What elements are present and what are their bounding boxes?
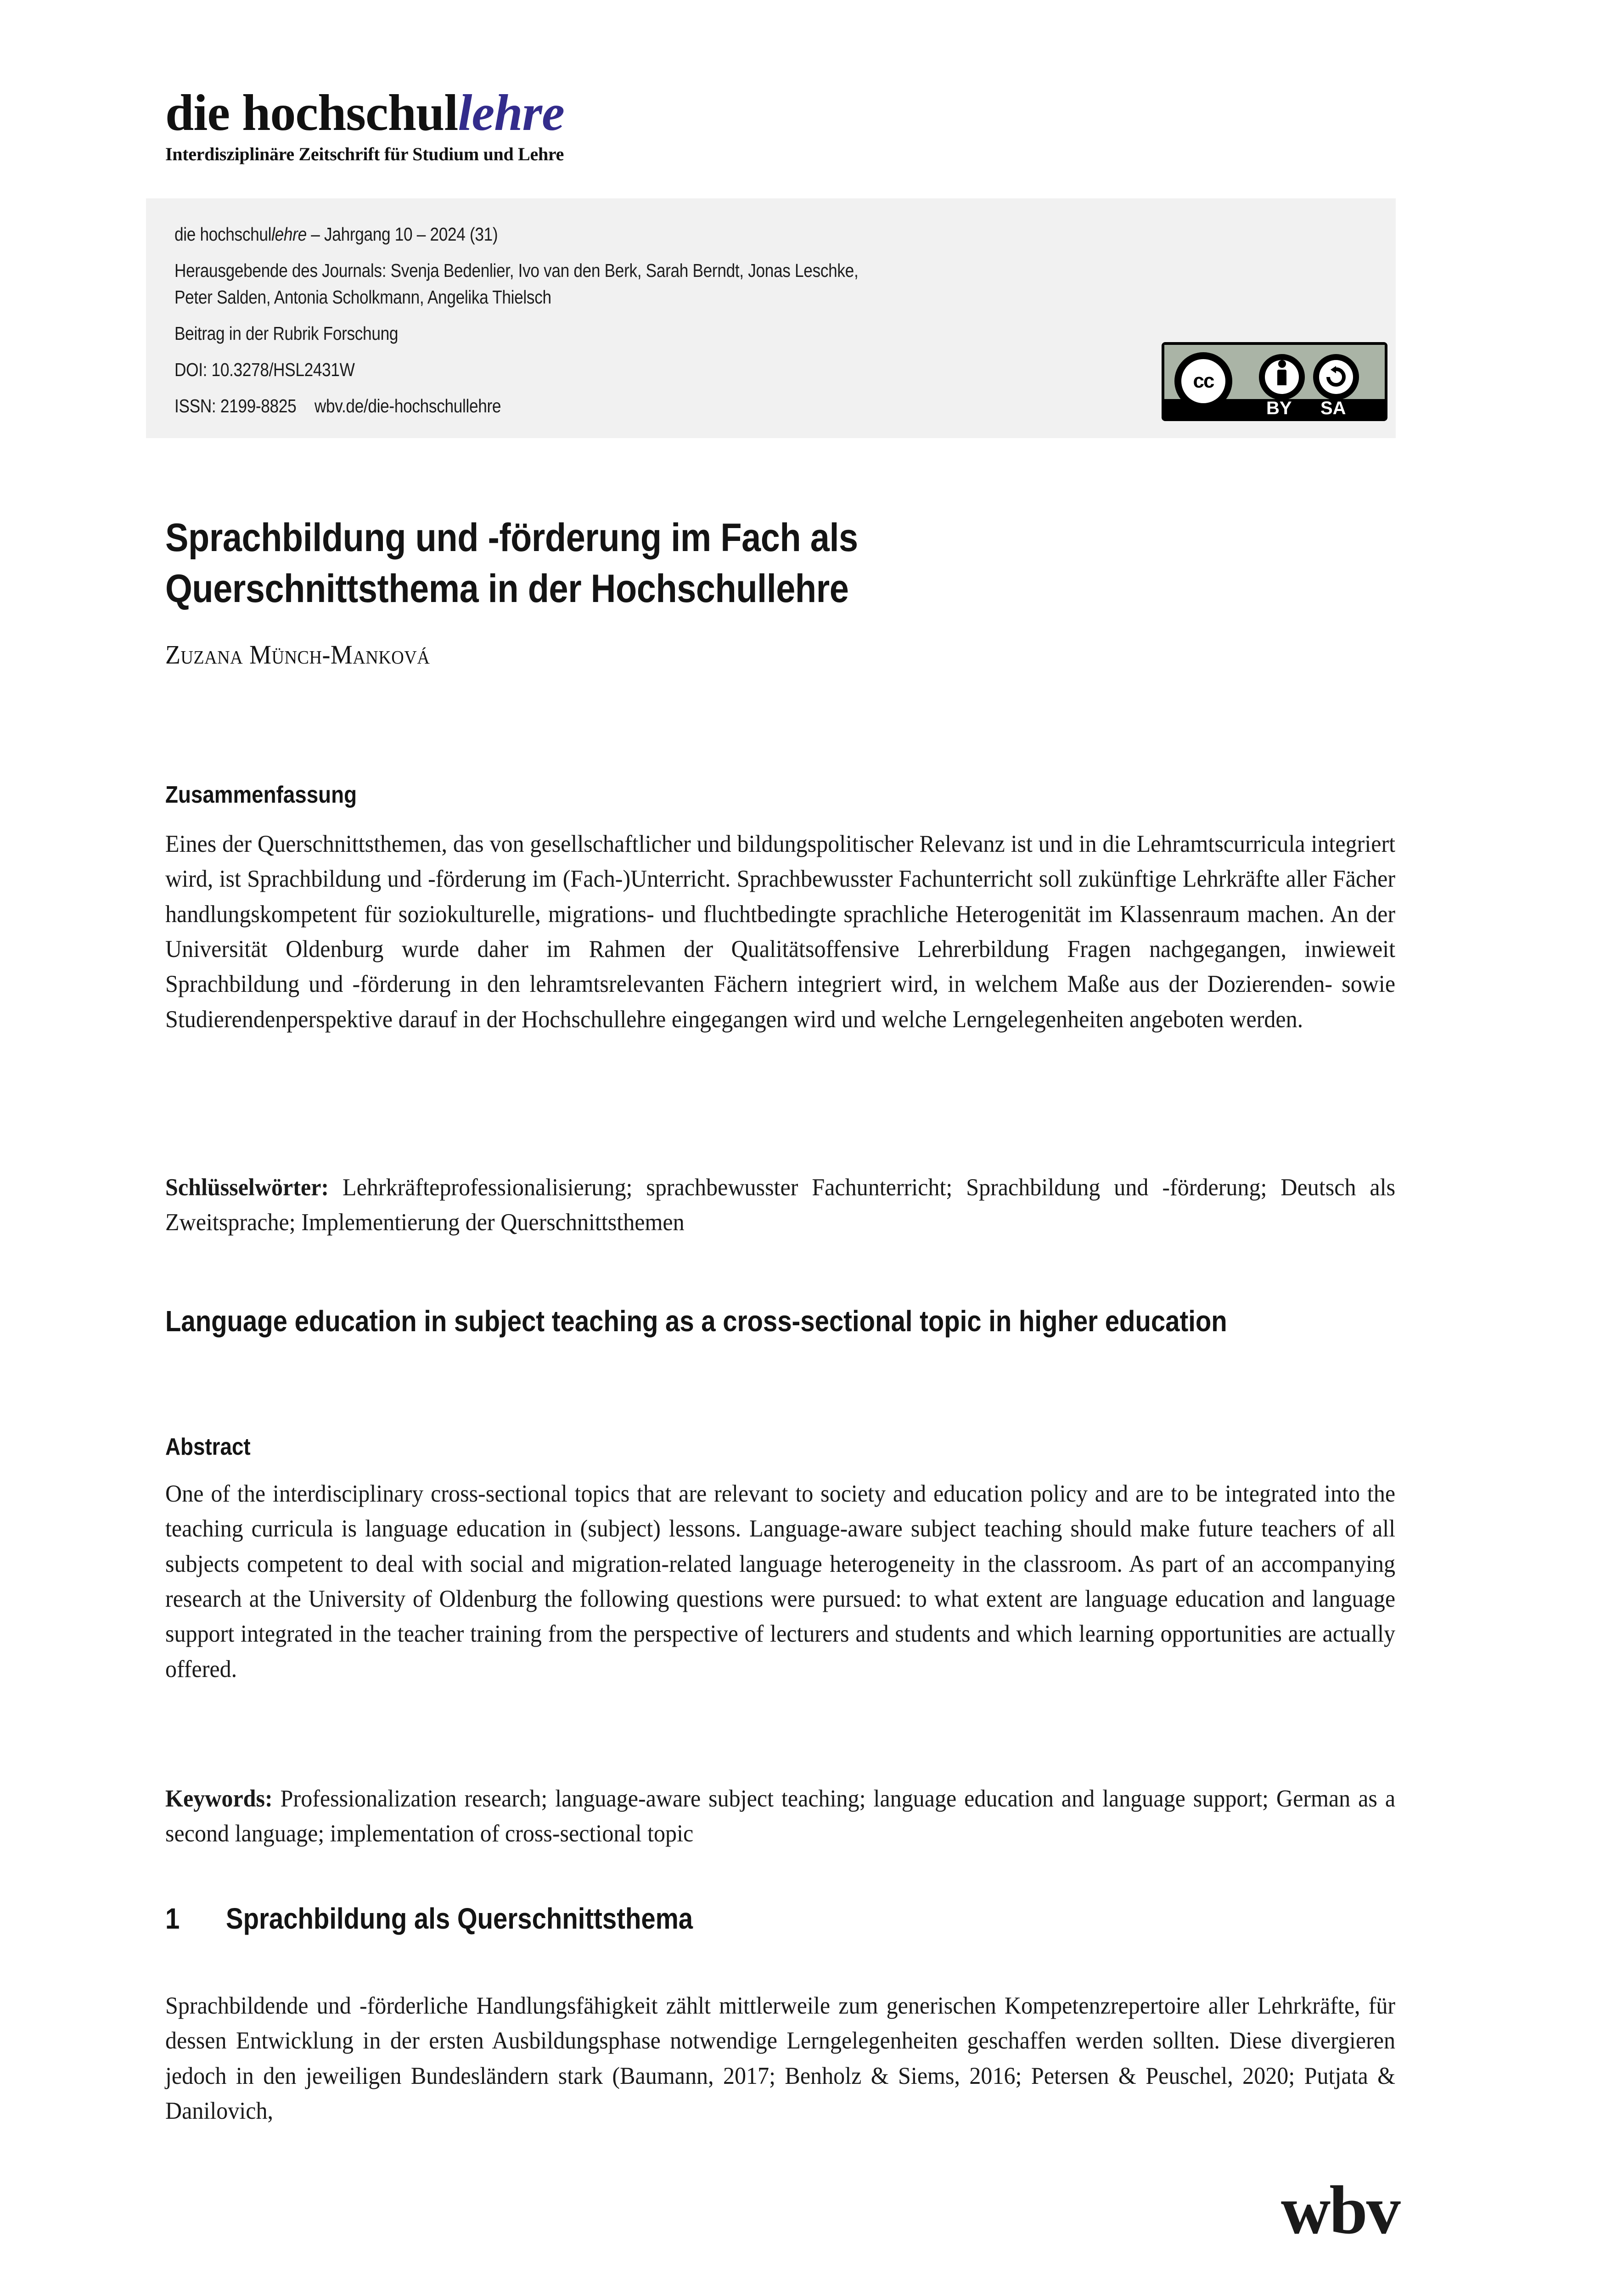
article-title: Sprachbildung und -förderung im Fach als Querschnittsthema in der Hochschullehre — [165, 515, 858, 611]
publisher-logo: wbv — [1281, 2172, 1399, 2248]
creative-commons-license-badge[interactable] — [1162, 342, 1387, 421]
metadata-url[interactable]: wbv.de/die-hochschullehre — [314, 395, 501, 417]
german-keywords-list: Lehrkräfteprofessionalisierung; sprachbewusster Fachunterricht; Sprachbildung und -förderung; Deutsch als Zweitsprache; Implementierung der Querschnittsthemen — [165, 1174, 1396, 1236]
german-keywords-label: Schlüsselwörter: — [165, 1174, 329, 1201]
cc-attribution-inner — [1265, 360, 1299, 394]
person-head-shape — [1278, 360, 1286, 368]
cc-attribution-person-icon — [1259, 354, 1305, 400]
article-author: Zuzana Münch-Manková — [165, 640, 430, 670]
cc-sharealike-inner — [1319, 360, 1353, 394]
german-abstract-body: Eines der Querschnittsthemen, das von gesellschaftlicher und bildungspolitischer Relevanz ist und in die Lehramtscurricula integriert wird, ist Sprachbildung und -förderung im (Fach-)Unterricht. Sprachbewusster Fachunterricht soll zukünftige Lehrkräfte aller Fächer handlungskompetent für soziokulturelle, migrations- und fluchtbedingte sprachliche Heterogenität im Klassenraum machen. An der Universität Oldenburg wurde daher im Rahmen der Qualitätsoffensive Lehrerbildung Fragen nachgegangen, inwieweit Sprachbildung und -förderung in den lehramtsrelevanten Fächern integriert wird, in welchem Maße aus der Dozierenden- sowie Studierendenperspektive darauf in der Hochschullehre eingegangen wird und welche Lerngelegenheiten angeboten werden. — [165, 831, 1396, 1033]
metadata-journal-suffix: – Jahrgang 10 – 2024 (31) — [306, 224, 498, 245]
metadata-doi[interactable]: DOI: 10.3278/HSL2431W — [174, 359, 355, 381]
german-keywords — [165, 1170, 1395, 1240]
german-abstract-heading: Zusammenfassung — [165, 782, 357, 808]
license-by-label: BY — [1266, 398, 1292, 418]
journal-logo-accent: lehre — [458, 84, 564, 141]
journal-logo-black: die hochschul — [165, 84, 458, 141]
journal-logo — [165, 84, 1451, 141]
metadata-issue-line — [174, 222, 1200, 247]
license-badge-labels — [1162, 398, 1387, 420]
metadata-journal-italic: lehre — [271, 224, 307, 245]
english-keywords-label: Keywords: — [165, 1785, 273, 1812]
metadata-editors-line-2: Peter Salden, Antonia Scholkmann, Angelika Thielsch — [174, 286, 551, 308]
cc-sharealike-arrow-icon — [1313, 354, 1359, 400]
metadata-issn-line — [174, 394, 1200, 418]
metadata-editors-line-1: Herausgebende des Journals: Svenja Bedenlier, Ivo van den Berk, Sarah Berndt, Jonas Leschke, — [174, 260, 859, 281]
section-1-title: Sprachbildung als Querschnittsthema — [226, 1902, 693, 1935]
person-body-shape — [1277, 370, 1286, 385]
license-sa-label: SA — [1320, 398, 1346, 418]
cc-logo-text: cc — [1181, 359, 1225, 403]
english-abstract-heading: Abstract — [165, 1434, 251, 1460]
journal-masthead — [165, 84, 1451, 165]
journal-subtitle: Interdisziplinäre Zeitschrift für Studium und Lehre — [165, 144, 564, 164]
english-abstract-body: One of the interdisciplinary cross-sectional topics that are relevant to society and education policy and are to be integrated into the teaching curricula is language education in (subject) lessons. Language-aware subject teaching should make future teachers of all subjects competent to deal with social and migration-related language heterogeneity in the classroom. As part of an accompanying research at the University of Oldenburg the following questions were pursued: to what extent are language education and language support integrated in the teacher training from the perspective of lecturers and students and which learning opportunities are actually offered. — [165, 1480, 1396, 1683]
english-title: Language education in subject teaching as a cross-sectional topic in higher education — [165, 1305, 1227, 1338]
section-1-number: 1 — [165, 1902, 180, 1935]
section-1-body: Sprachbildende und -förderliche Handlungsfähigkeit zählt mittlerweile zum generischen Kompetenzrepertoire aller Lehrkräfte, für dessen Entwicklung in der ersten Ausbildungsphase notwendige Lerngelegenheiten geschaffen werden sollten. Diese divergieren jedoch in den jeweiligen Bundesländern stark (Baumann, 2017; Benholz & Siems, 2016; Petersen & Peuschel, 2020; Putjata & Danilovich, — [165, 1992, 1396, 2124]
metadata-issn: ISSN: 2199-8825 — [174, 395, 297, 417]
metadata-journal-prefix: die hochschul — [174, 224, 272, 245]
metadata-rubrik: Beitrag in der Rubrik Forschung — [174, 322, 399, 344]
english-keywords-list: Professionalization research; language-aware subject teaching; language education and language support; German as a second language; implementation of cross-sectional topic — [165, 1785, 1396, 1847]
english-keywords — [165, 1781, 1395, 1851]
section-1-heading — [165, 1901, 1256, 1936]
